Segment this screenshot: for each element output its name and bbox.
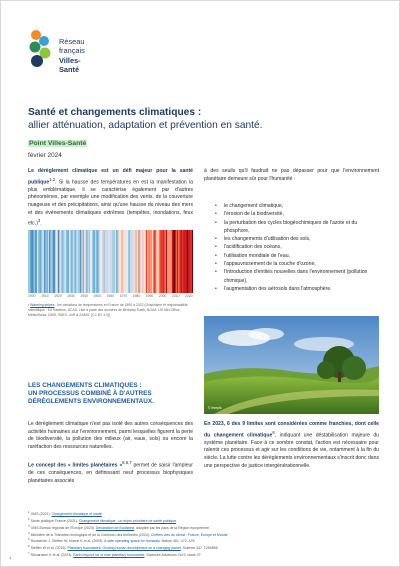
right-bottom-paragraph — [204, 421, 379, 470]
intro-sup-2: 3 — [37, 218, 41, 224]
reference-item — [28, 510, 378, 517]
title-line-1: Santé et changements climatiques : — [28, 107, 202, 118]
reference-link[interactable]: Changement climatique : un enjeu prioritaire de santé publique — [78, 519, 177, 524]
reference-link[interactable]: Déclaration de Budapest — [95, 525, 135, 530]
intro-text: . Si la hausse des températures en est la manifestation la plus emblématique, il se caractérise également par d'autres phénomènes, par exemple une modification des vents, de la couverture nuageuse et des précipitations, ainsi qu'une hausse du niveau des mers et des événements climatiques extrêmes (tempêtes, inondations, feux etc.) — [28, 179, 193, 227]
reference-link[interactable]: Changement climatique et santé — [51, 512, 102, 517]
reference-prefix: Santé publique France (2021). — [29, 519, 79, 524]
boundary-list-item: • l'acidification des océans, — [215, 243, 380, 251]
reference-number: 4 — [28, 530, 30, 535]
reference-item — [28, 537, 378, 544]
reference-prefix: Richardson K et al. (2023). — [29, 553, 74, 558]
section-heading-line-2: UN PROCESSUS COMBINÉ À D'AUTRES DÉRÈGLEMENTS ENVIRONNEMENTAUX. — [28, 390, 154, 406]
caption-text: : les variations de températures en France de 1890 à 2022 (Graphisme et responsabilité scientifique : Ed Hawkins, NCAS. Lieb à partir des données de Berkeley Earth, NOAA, UK Met Office, MeteoSwiss, DWD, SMHI, UoR & ZAMG. [CC BY 4.0]) — [28, 303, 188, 317]
axis-year-label: 2000 — [158, 294, 167, 298]
warming-stripes-image — [28, 230, 193, 293]
reference-suffix: , adoptée par les pays de la Région européenne. — [134, 525, 210, 530]
boundary-list-item: • la perturbation des cycles biogéochimiques de l'azote et du phosphore, — [215, 219, 380, 236]
caption-bullet: • — [28, 303, 31, 307]
reference-link[interactable]: Planetary boundaries: Guiding human development on a changing planet — [67, 546, 181, 551]
reference-prefix: OMS Bureau régional de l'Europe (2023). — [29, 525, 96, 530]
boundary-list-item: • le changement climatique, — [215, 202, 380, 210]
stripes-year-axis — [28, 294, 193, 300]
reference-prefix: Steffen W et al. (2015). — [29, 546, 68, 551]
p2-bold: Le concept des « limites planétaires » — [28, 462, 123, 469]
page-number: 1 — [9, 555, 12, 560]
warming-stripes-figure — [28, 230, 193, 293]
reference-link[interactable]: Chiffres clés du climat : France, Europe et Monde — [150, 532, 228, 537]
reference-link[interactable]: A safe operating space for humanity — [104, 539, 160, 544]
intro-bold: Le dérèglement climatique est un défi majeur pour la santé publique — [28, 168, 193, 186]
axis-year-label: 1960 — [106, 294, 115, 298]
boundary-list-item: • l'introduction d'entités nouvelles dans l'environnement (pollution chimique), — [215, 268, 380, 285]
logo-line-1: Réseau — [59, 37, 85, 46]
boundary-list-item: • les changements d'utilisation des sols, — [215, 235, 380, 243]
intro-paragraph — [28, 168, 193, 229]
landscape-photo — [204, 316, 379, 414]
right-column-intro: à des seuils qu'il faudrait ne pas dépasser pour que l'environnement planétaire demeure sûr pour l'humanité : — [204, 168, 379, 182]
boundary-list-item: • l'appauvrissement de la couche d'ozone, — [215, 260, 380, 268]
reference-number: 6 — [28, 544, 30, 549]
reference-number: 3 — [28, 523, 30, 528]
axis-year-label: 1930 — [67, 294, 75, 298]
reference-number: 1 — [28, 510, 30, 514]
axis-year-label: 1950 — [93, 294, 101, 298]
logo-mark-icon — [28, 29, 52, 71]
logo-line-3: Villes-Santé — [59, 55, 81, 75]
reference-suffix: . Science 347, 1259855. — [180, 546, 219, 551]
page-title — [28, 106, 378, 132]
axis-year-label: 1980 — [132, 294, 141, 298]
boundary-list-item: • l'augmentation des aérosols dans l'atmosphère. — [215, 285, 380, 293]
axis-year-label: 1910 — [41, 294, 49, 298]
section-paragraph-1: Le dérèglement climatique n'est pas isolé des autres conséquences des activités humaines sur l'environnement, parmi lesquelles figurent la perte de biodiversité, la pollution des milieux (air, eaux, sols) ou encore la raréfaction des ressources naturelles. — [28, 421, 193, 450]
reference-item — [28, 524, 378, 531]
reference-suffix: . Nature 461, 472–475. — [159, 539, 196, 544]
axis-year-label: 2020 — [185, 294, 193, 298]
subheading: Point Villes-Santé — [29, 140, 87, 147]
reference-suffix: . — [176, 519, 178, 524]
reference-item — [28, 544, 378, 551]
caption-link[interactable]: Warming stripes — [30, 303, 55, 307]
reference-prefix: Ministère de la Transition écologique et de la Cohésion des territoires (2023). — [29, 532, 151, 537]
right-bottom-bold: En 2023, 6 des 9 limites sont considérées comme franchies, dont celle du changement climatique — [204, 421, 379, 439]
reference-prefix: Rockström J, Steffen W, Noone K et al. (2009). — [29, 539, 105, 544]
p2-sup: 5,6,7 — [122, 460, 132, 465]
reference-number: 7 — [28, 551, 30, 556]
reference-number: 5 — [28, 537, 30, 542]
reference-suffix: . Sciences Advances Vol 9, Issue 37. — [144, 553, 202, 558]
axis-year-label: 1990 — [145, 294, 154, 298]
reference-item — [28, 531, 378, 538]
right-bottom-sup: 6 — [272, 429, 275, 435]
reference-item — [28, 517, 378, 524]
logo-line-2: français — [59, 46, 85, 56]
landscape-image — [204, 316, 379, 414]
axis-year-label: 1900 — [28, 294, 36, 298]
intro-sup: 1,2 — [49, 176, 56, 182]
references-list — [28, 510, 378, 558]
reference-suffix: . — [227, 532, 229, 537]
reference-prefix: OMS (2021). — [29, 512, 52, 517]
reference-number: 2 — [28, 516, 30, 521]
boundary-list-item: • l'utilisation mondiale de l'eau, — [215, 252, 380, 260]
p2-text: permet de saisir l'ampleur de ces conséquences, en définissant neuf processus biophysiques planétaires associés — [28, 462, 193, 484]
planetary-boundaries-list — [215, 202, 380, 293]
title-line-2: allier atténuation, adaptation et prévention en santé. — [28, 120, 263, 131]
axis-year-label: 1920 — [54, 294, 62, 298]
axis-year-label: 1970 — [119, 294, 128, 298]
photo-credit: © freepik — [208, 406, 222, 410]
reseau-villes-sante-logo — [28, 29, 98, 75]
section-heading-line-1: LES CHANGEMENTS CLIMATIQUES : — [28, 382, 142, 389]
axis-year-label: 2010 — [171, 294, 180, 298]
section-paragraph-2 — [28, 459, 193, 485]
figure-caption — [28, 303, 193, 317]
intro-end: . — [40, 220, 42, 227]
reference-link[interactable]: Earth beyond six of nine planetary boundaries — [73, 553, 145, 558]
section-heading — [28, 382, 198, 407]
boundary-list-item: • l'érosion de la biodiversité, — [215, 210, 380, 218]
publication-date: février 2024 — [28, 152, 62, 159]
reference-item — [28, 551, 378, 558]
reference-suffix: . — [101, 512, 103, 517]
axis-year-label: 1940 — [80, 294, 88, 298]
right-bottom-text: , indiquant une déstabilisation majeure du système planétaire. Face à ce sombre constat, l'action est nécessaire pour ralentir ces processus et agir sur les conditions de vie, notamment à la fin du siècle. La lutte contre les dérèglements environnementaux s'inscrit donc dans une perspective de justice intergénérationnelle. — [204, 432, 380, 469]
